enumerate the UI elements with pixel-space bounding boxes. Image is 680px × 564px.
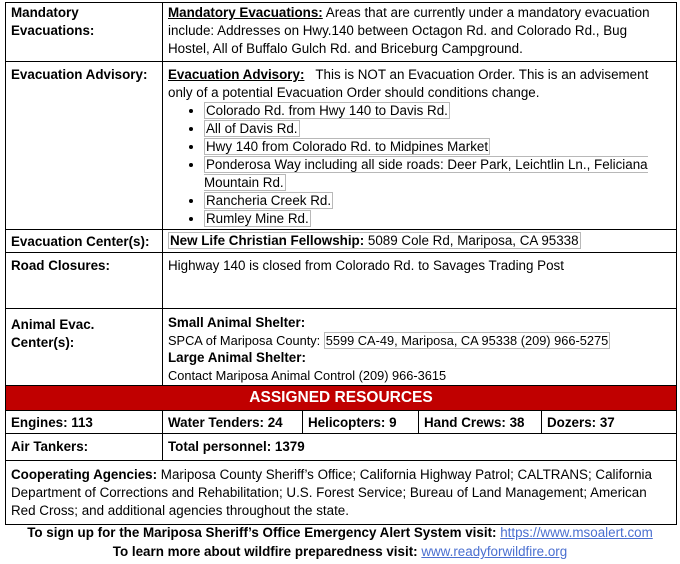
water-tenders-count: Water Tenders: 24 <box>163 411 303 434</box>
large-animal-heading: Large Animal Shelter: <box>168 350 306 365</box>
small-animal-heading: Small Animal Shelter: <box>168 315 306 330</box>
mandatory-label: Mandatory Evacuations: <box>6 3 163 62</box>
readyforwildfire-link[interactable]: www.readyforwildfire.org <box>421 544 568 559</box>
center-address: 5089 Cole Rd, Mariposa, CA 95338 <box>364 233 579 248</box>
advisory-area-item: • All of Davis Rd. <box>204 120 671 138</box>
center-label: Evacuation Center(s): <box>6 230 163 253</box>
animal-row <box>6 309 677 386</box>
mandatory-text: Areas that are currently under a mandatory evacuation include: Addresses on Hwy.140 between Octagon Rd. and Colorado Rd., Bug Hostel, All of Buffalo Gulch Rd. and Briceburg Campground. <box>168 5 650 56</box>
total-personnel: Total personnel: 1379 <box>163 434 677 461</box>
wildfire-text: To learn more about wildfire preparedness visit: <box>112 544 422 559</box>
resources-title: ASSIGNED RESOURCES <box>6 386 677 411</box>
footer-line-alert <box>0 524 680 542</box>
cooperating-text: Mariposa County Sheriff’s Office; California Highway Patrol; CALTRANS; California Department of Corrections and Rehabilitation; U.S. Forest Service; Bureau of Land Management; American Red Cross; and additional agencies throughout the state. <box>11 467 652 518</box>
alert-signup-text: To sign up for the Mariposa Sheriff’s Office Emergency Alert System visit: <box>27 525 501 540</box>
footer-line-wildfire <box>0 543 680 561</box>
mandatory-row <box>6 3 677 62</box>
small-animal-line <box>168 332 671 349</box>
advisory-area-item: • Hwy 140 from Colorado Rd. to Midpines Market <box>204 138 671 156</box>
advisory-text: This is NOT an Evacuation Order. This is an advisement only of a potential Evacuation Order should conditions change. <box>168 67 653 100</box>
msoalert-link[interactable]: https://www.msoalert.com <box>500 525 653 540</box>
advisory-area-item: • Rancheria Creek Rd. <box>204 192 671 210</box>
advisory-heading: Evacuation Advisory: <box>168 67 305 82</box>
cooperating-row <box>6 461 677 525</box>
dozers-count: Dozers: 37 <box>542 411 677 434</box>
resources-row <box>6 411 677 434</box>
engines-count: Engines: 113 <box>6 411 163 434</box>
mandatory-heading: Mandatory Evacuations: <box>168 5 323 20</box>
advisory-cell <box>163 62 677 230</box>
advisory-area-list <box>168 102 671 228</box>
advisory-area-item: • Rumley Mine Rd. <box>204 210 671 228</box>
advisory-area-item: • Ponderosa Way including all side roads: Deer Park, Leichtlin Ln., Feliciana Mountain Rd. <box>204 156 671 192</box>
air-row <box>6 434 677 461</box>
small-animal-prefix: SPCA of Mariposa County: <box>168 333 321 348</box>
advisory-label: Evacuation Advisory: <box>6 62 163 230</box>
air-tankers-label: Air Tankers: <box>6 434 163 461</box>
roads-row <box>6 253 677 309</box>
center-cell <box>163 230 677 253</box>
animal-cell <box>163 309 677 386</box>
animal-label: Animal Evac. Center(s): <box>6 309 163 386</box>
large-animal-detail: Contact Mariposa Animal Control (209) 966-3615 <box>168 368 447 383</box>
small-animal-detail: 5599 CA-49, Mariposa, CA 95338 (209) 966-5275 <box>325 333 609 348</box>
roads-text: Highway 140 is closed from Colorado Rd. to Savages Trading Post <box>163 253 677 309</box>
center-row <box>6 230 677 253</box>
incident-info-table <box>5 2 677 525</box>
center-name: New Life Christian Fellowship: <box>170 233 365 248</box>
hand-crews-count: Hand Crews: 38 <box>419 411 542 434</box>
helicopters-count: Helicopters: 9 <box>303 411 419 434</box>
roads-label: Road Closures: <box>6 253 163 309</box>
advisory-row <box>6 62 677 230</box>
cooperating-label: Cooperating Agencies: <box>11 467 158 482</box>
mandatory-cell <box>163 3 677 62</box>
cooperating-cell <box>6 461 677 525</box>
resources-header-row <box>6 386 677 411</box>
advisory-area-item: • Colorado Rd. from Hwy 140 to Davis Rd. <box>204 102 671 120</box>
